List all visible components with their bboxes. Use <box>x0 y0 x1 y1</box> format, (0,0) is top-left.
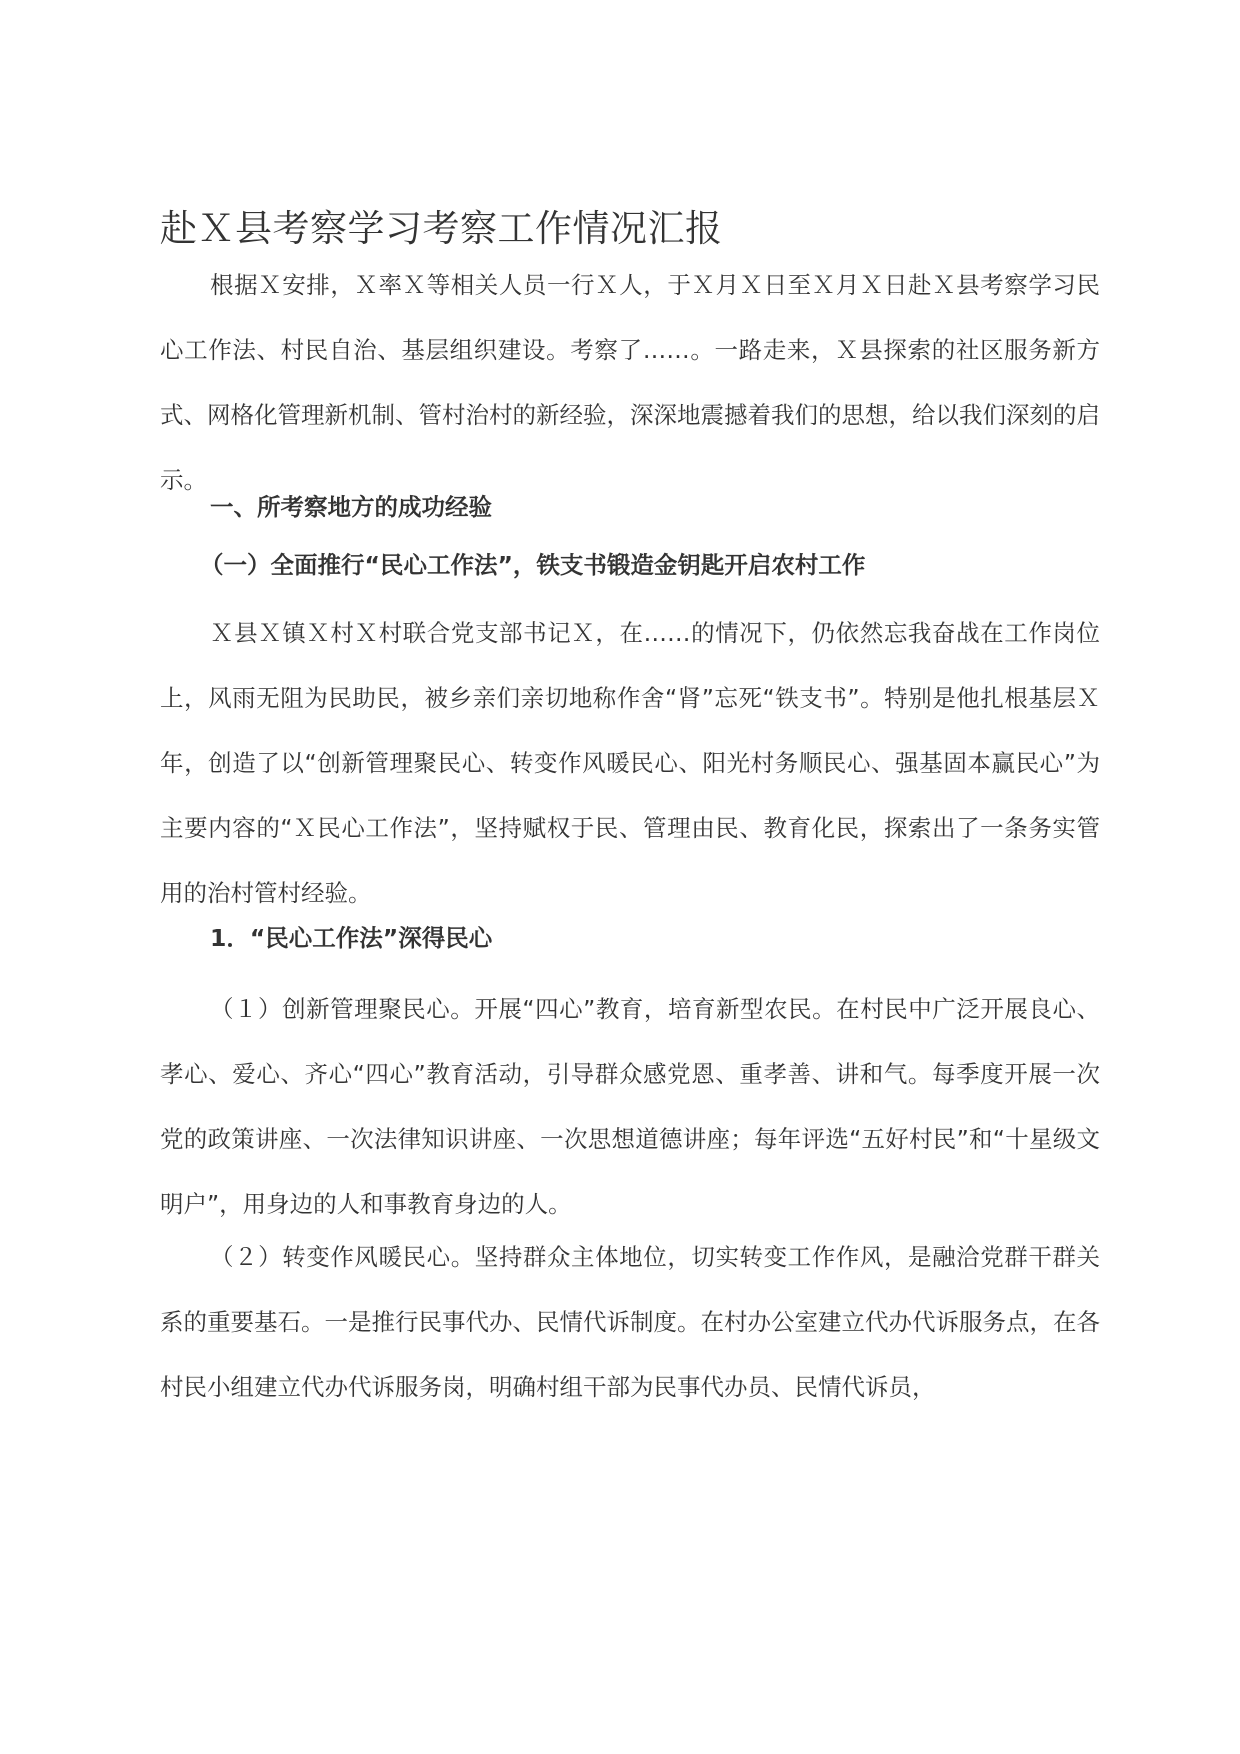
subsection-heading-1: （一）全面推行“民心工作法”，铁支书锻造金钥匙开启农村工作 <box>200 551 866 579</box>
paragraph-3: （１）创新管理聚民心。开展“四心”教育，培育新型农民。在村民中广泛开展良心、孝心、爱心、齐心“四心”教育活动，引导群众感党恩、重孝善、讲和气。每季度开展一次党的政策讲座、一次法律知识讲座、一次思想道德讲座；每年评选“五好村民”和“十星级文明户”，用身边的人和事教育身边的人。 <box>160 995 1100 1218</box>
intro-paragraph: 根据Ｘ安排，Ｘ率Ｘ等相关人员一行Ｘ人，于Ｘ月Ｘ日至Ｘ月Ｘ日赴Ｘ县考察学习民心工作法、村民自治、基层组织建设。考察了……。一路走来，Ｘ县探索的社区服务新方式、网格化管理新机制、管村治村的新经验，深深地震撼着我们的思想，给以我们深刻的启示。 <box>160 271 1100 494</box>
paragraph-4: （２）转变作风暖民心。坚持群众主体地位，切实转变工作作风，是融洽党群干群关系的重要基石。一是推行民事代办、民情代诉制度。在村办公室建立代办代诉服务点，在各村民小组建立代办代诉服务岗，明确村组干部为民事代办员、民情代诉员， <box>160 1243 1100 1401</box>
section-heading-1: 一、所考察地方的成功经验 <box>210 493 492 521</box>
document-title: 赴Ｘ县考察学习考察工作情况汇报 <box>160 207 723 250</box>
paragraph-2: Ｘ县Ｘ镇Ｘ村Ｘ村联合党支部书记Ｘ，在……的情况下，仍依然忘我奋战在工作岗位上，风雨无阻为民助民，被乡亲们亲切地称作舍“肾”忘死“铁支书”。特别是他扎根基层Ｘ年，创造了以“创新管理聚民心、转变作风暖民心、阳光村务顺民心、强基固本赢民心”为主要内容的“Ｘ民心工作法”，坚持赋权于民、管理由民、教育化民，探索出了一条务实管用的治村管村经验。 <box>160 619 1100 907</box>
item-heading-1: 1．“民心工作法”深得民心 <box>210 924 493 952</box>
